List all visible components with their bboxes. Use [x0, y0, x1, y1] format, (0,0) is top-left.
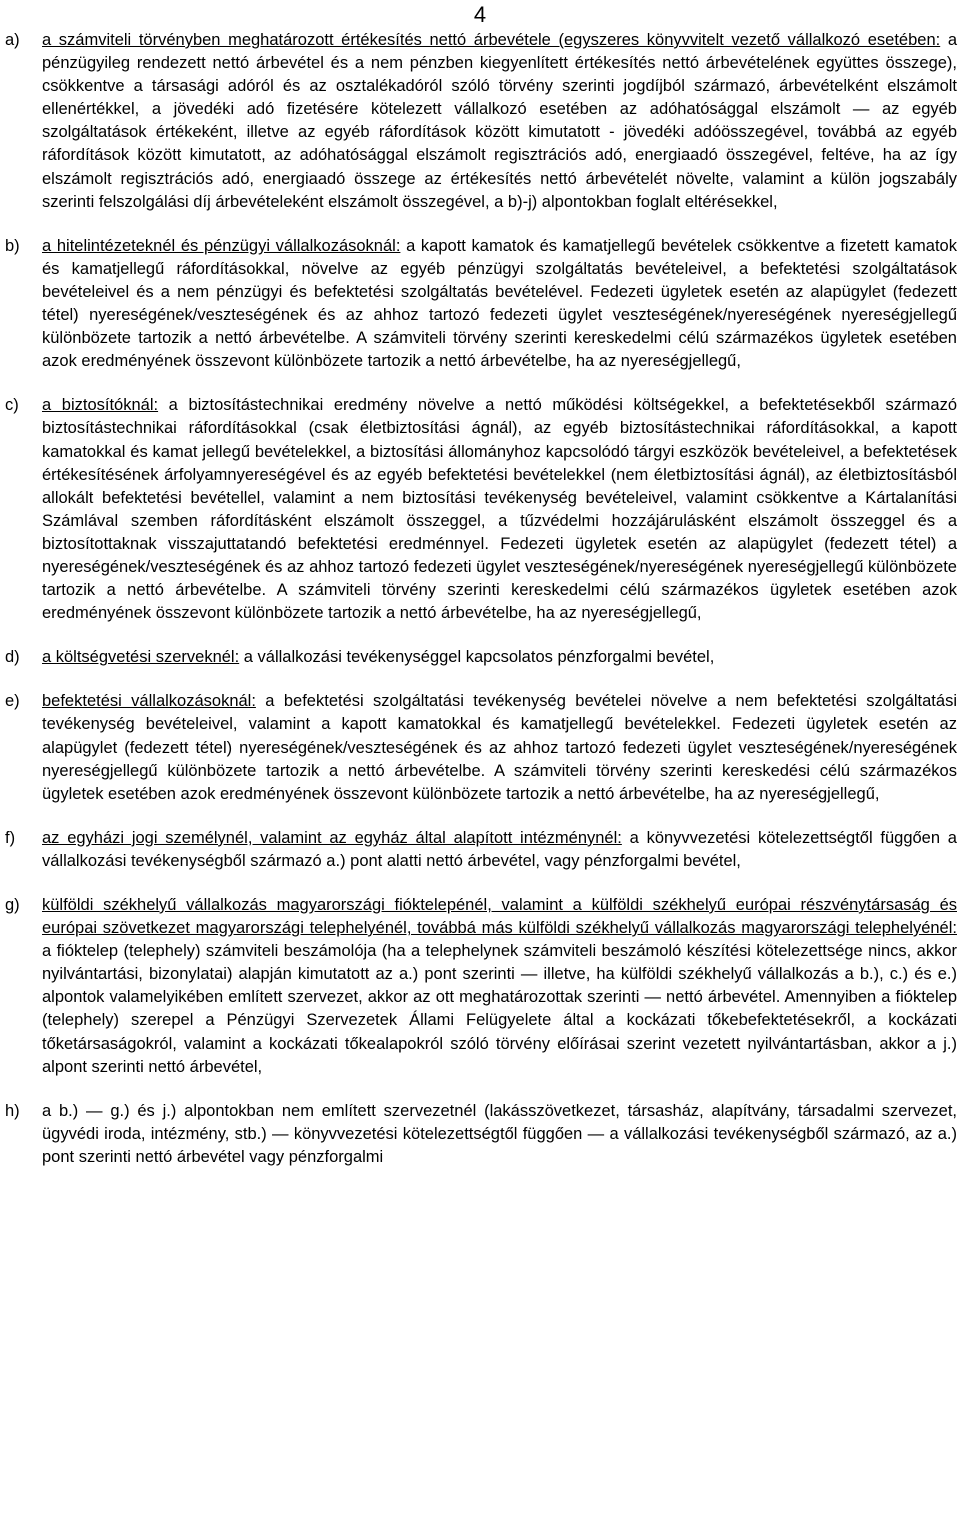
- list-item-b: [5, 235, 957, 374]
- item-body: a vállalkozási tevékenységgel kapcsolatos pénzforgalmi bevétel,: [239, 648, 715, 667]
- item-heading: befektetési vállalkozásoknál:: [42, 692, 256, 711]
- item-text: [42, 394, 957, 625]
- item-letter: b): [5, 236, 20, 255]
- item-body: a b.) ― g.) és j.) alpontokban nem említett szervezetnél (lakásszövetkezet, társasház, alapítvány, társadalmi szervezet, ügyvédi iroda, intézmény, stb.) ― könyvvezetési kötelezettségtől függően ― a vállalkozási tevékenységből származó, az a.) pont szerinti nettó árbevétel vagy pénzforgalmi: [42, 1101, 957, 1166]
- list-item-a: [5, 29, 957, 214]
- item-heading: a költségvetési szerveknél:: [42, 648, 240, 667]
- item-letter: e): [5, 692, 20, 711]
- document-body: [5, 29, 957, 1190]
- item-letter: f): [5, 828, 16, 847]
- item-body: a pénzügyileg rendezett nettó árbevétel és a nem pénzben kiegyenlített értékesítés nettó árbevételének együttes összege), csökkentve a társasági adóról és az osztalékadóról szóló törvény szerinti jogdíjból származó, árbevételként elszámolt ellenértékkel, a jövedéki adó fizetésére kötelezett vállalkozó esetében az adóhatósággal elszámolt ― az egyéb szolgáltatások értékeként, illetve az egyéb ráfordítások között kimutatott - jövedéki adóösszegével, továbbá az egyéb ráfordítások között kimutatott, az adóhatósággal elszámolt regisztrációs adó, energiaadó összegével, feltéve, ha az így elszámolt regisztrációs adó, energiaadó összege az értékesítés nettó árbevételét növelte, valamint a külön jogszabály szerinti felszolgálási díj árbevételeként elszámolt összegével, a b)-j) alpontokban foglalt eltérésekkel,: [42, 31, 957, 211]
- item-heading: külföldi székhelyű vállalkozás magyarországi fióktelepénél, valamint a külföldi székhelyű európai részvénytársaság és európai szövetkezet magyarországi telephelyénél, továbbá más külföldi székhelyű vállalkozás magyarországi telephelyénél:: [42, 896, 957, 938]
- list-item-h: [5, 1100, 957, 1169]
- page-number: 4: [473, 2, 487, 27]
- item-heading: a biztosítóknál:: [42, 396, 159, 415]
- list-item-d: [5, 646, 957, 669]
- list-item-g: [5, 894, 957, 1079]
- item-body: a biztosítástechnikai eredmény növelve a nettó működési költségekkel, a befektetésekből származó biztosítástechnikai ráfordításokkal (csak életbiztosítási ágnál), az egyéb biztosítástechnikai ráfordításokkal, a kapott kamatokkal és kamat jellegű bevételekkel, a biztosítási állományhoz kapcsolódó tárgyi eszközök bevételeivel, a befektetések értékesítésének árfolyamnyereségével és az egyéb befektetési bevételekkel (nem életbiztosítási ágnál), az életbiztosításból allokált befektetési bevétellel, valamint a nem biztosítási tevékenység bevételeivel, valamint csökkentve a Kártalanítási Számlával szemben ráfordításként elszámolt összeggel, a tűzvédelmi hozzájárulásként elszámolt összeggel és a biztosítottaknak visszajuttatandó befektetési eredménnyel. Fedezeti ügyletek esetén az alapügylet (fedezett tétel) a nyereségének/veszteségének és az ahhoz tartozó fedezeti ügylet veszteségének/nyereségének nyereségjellegű különbözete tartozik a nettó árbevételbe. A számviteli törvény szerinti kereskedelmi célú származékos ügyletek esetében azok eredményének összevont különbözete tartozik a nettó árbevételbe, ha az nyereségjellegű,: [42, 396, 957, 623]
- item-text: [42, 646, 957, 669]
- item-body: a befektetési szolgáltatási tevékenység bevételei növelve a nem befektetési szolgáltatási tevékenység bevételeivel, valamint a kapott kamatokkal és kamatjellegű bevételekkel. Fedezeti ügyletek esetén az alapügylet (fedezett tétel) nyereségének/veszteségének és az ahhoz tartozó fedezeti ügylet veszteségének/nyereségének nyereségjellegű különbözete tartozik a nettó árbevételbe. A számviteli törvény szerinti kereskedési célú származékos ügyletek esetében azok eredményének összevont különbözete tartozik a nettó árbevételbe, ha az nyereségjellegű,: [42, 692, 957, 803]
- item-letter: g): [5, 896, 20, 914]
- item-body: a fióktelep (telephely) számviteli beszámolója (ha a telephelynek számviteli beszámoló készítési kötelezettsége nincs, akkor nyilvántartási, bizonylatai) alapján kimutatott az a.) pont szerinti ― illetve, ha külföldi székhelyű vállalkozás a b.), c.) és e.) alpontok valamelyikében említett szervezet, akkor az ott meghatározottak szerinti ― nettó árbevétel. Amennyiben a fióktelep (telephely) szerepel a Pénzügyi Szervezetek Állami Felügyelete által a kockázati tőkebefektetésekről, a kockázati tőketársaságokról, valamint a kockázati tőkealapokról szóló törvény előírásai szerint vezetett nyilvántartásban, akkor a j.) alpont szerinti nettó árbevétel,: [42, 942, 957, 1076]
- item-text: [42, 827, 957, 873]
- item-text: [42, 690, 957, 805]
- list-item-e: [5, 690, 957, 805]
- list-item-f: [5, 827, 957, 873]
- item-letter: h): [5, 1101, 20, 1120]
- item-letter: a): [5, 31, 20, 49]
- list-item-c: [5, 394, 957, 625]
- item-heading: az egyházi jogi személynél, valamint az egyház által alapított intézménynél:: [42, 828, 622, 847]
- item-body: a könyvvezetési kötelezettségtől függően a vállalkozási tevékenységből származó a.) pont alatti nettó árbevétel, vagy pénzforgalmi bevétel,: [42, 828, 957, 870]
- item-letter: d): [5, 648, 20, 667]
- item-text: [42, 894, 957, 1079]
- item-text: [42, 235, 957, 374]
- item-heading: a számviteli törvényben meghatározott értékesítés nettó árbevétele (egyszeres könyvvitelt vezető vállalkozó esetében:: [42, 31, 941, 49]
- item-heading: a hitelintézeteknél és pénzügyi vállalkozásoknál:: [42, 236, 401, 255]
- item-body: a kapott kamatok és kamatjellegű bevételek csökkentve a fizetett kamatok és kamatjellegű ráfordításokkal, növelve az egyéb pénzügyi szolgáltatás bevételeivel, a befektetési szolgáltatások bevételeivel és a nem pénzügyi és befektetési szolgáltatás bevételével. Fedezeti ügyletek esetén az alapügylet (fedezett tétel) nyereségének/veszteségének és az ahhoz tartozó fedezeti ügylet veszteségének/nyereségének nyereségjellegű különbözete tartozik a nettó árbevételbe. A számviteli törvény szerinti kereskedelmi célú származékos ügyletek esetében azok eredményének összevont különbözete tartozik a nettó árbevételbe, ha az nyereségjellegű,: [42, 236, 957, 371]
- item-text: [42, 1100, 957, 1169]
- item-letter: c): [5, 396, 19, 415]
- item-text: [42, 29, 957, 214]
